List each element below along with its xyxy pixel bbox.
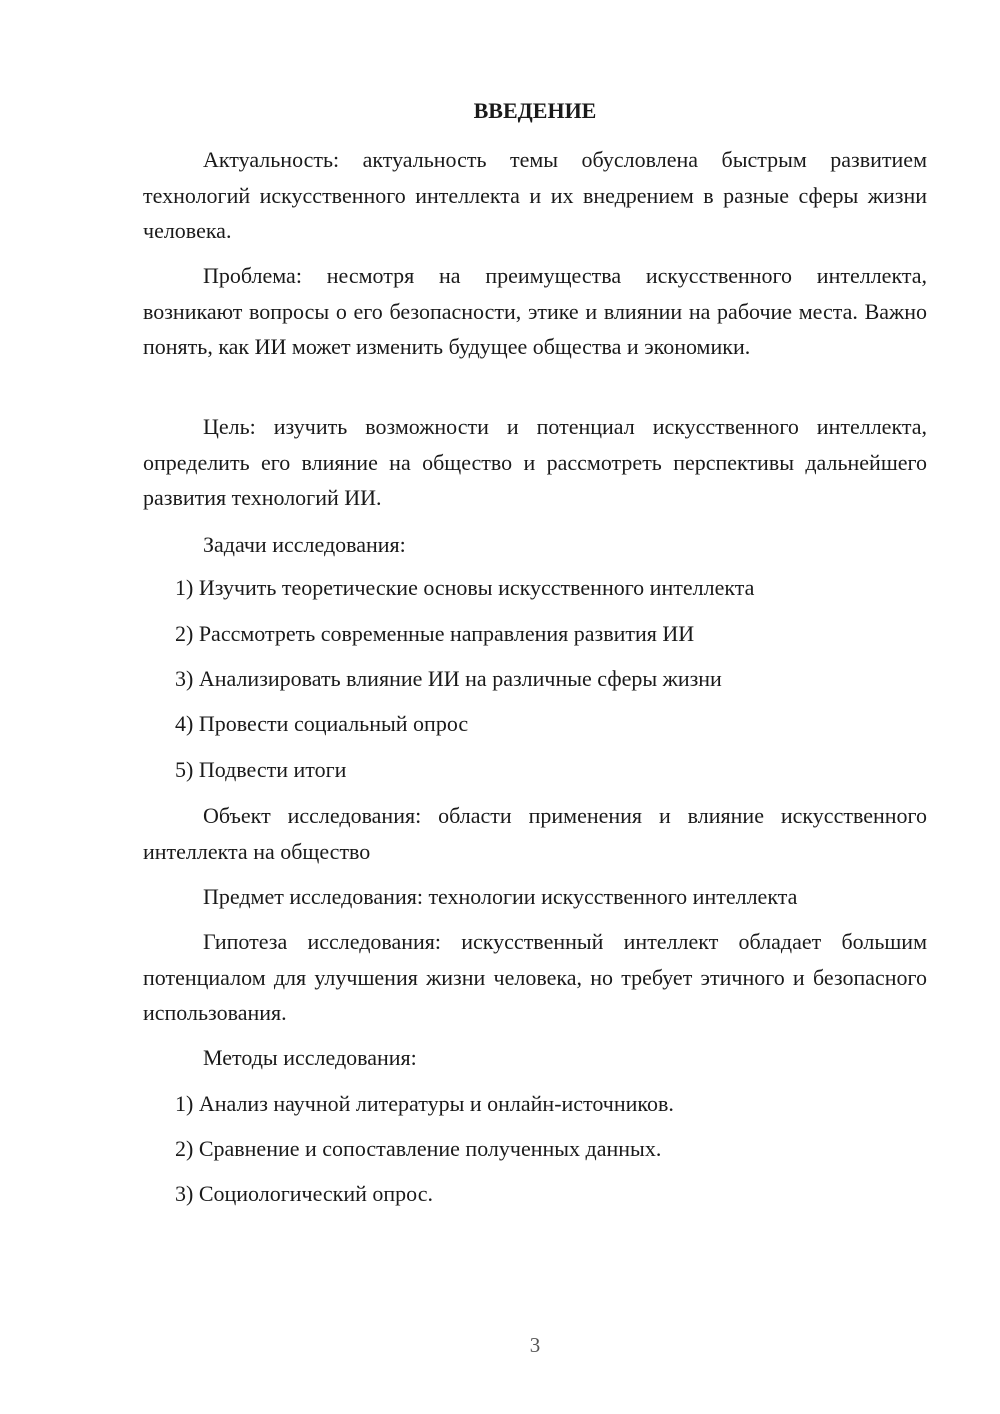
page-title: ВВЕДЕНИЕ: [473, 98, 597, 123]
relevance-paragraph: Актуальность: актуальность темы обусловлена быстрым развитием технологий искусственного интеллекта и их внедрением в разные сферы жизни человека.: [143, 147, 927, 243]
task-item-5: 5) Подвести итоги: [175, 757, 347, 782]
subject-paragraph: Предмет исследования: технологии искусственного интеллекта: [203, 884, 798, 909]
task-item-1: 1) Изучить теоретические основы искусственного интеллекта: [175, 575, 755, 600]
object-paragraph: Объект исследования: области применения и влияние искусственного интеллекта на общество: [143, 803, 927, 864]
hypothesis-paragraph: Гипотеза исследования: искусственный интеллект обладает большим потенциалом для улучшения жизни человека, но требует этичного и безопасного использования.: [143, 929, 927, 1025]
task-item-4: 4) Провести социальный опрос: [175, 711, 469, 736]
page-number: 3: [529, 1333, 541, 1357]
goal-paragraph: Цель: изучить возможности и потенциал искусственного интеллекта, определить его влияние на общество и рассмотреть перспективы дальнейшего развития технологий ИИ.: [143, 414, 927, 510]
method-item-1: 1) Анализ научной литературы и онлайн-источников.: [175, 1091, 674, 1116]
task-item-2: 2) Рассмотреть современные направления развития ИИ: [175, 621, 695, 646]
problem-paragraph: Проблема: несмотря на преимущества искусственного интеллекта, возникают вопросы о его безопасности, этике и влиянии на рабочие места. Важно понять, как ИИ может изменить будущее общества и экономики.: [143, 263, 927, 359]
task-item-3: 3) Анализировать влияние ИИ на различные сферы жизни: [175, 666, 722, 691]
method-item-2: 2) Сравнение и сопоставление полученных данных.: [175, 1136, 662, 1161]
tasks-label: Задачи исследования:: [203, 532, 406, 557]
method-item-3: 3) Социологический опрос.: [175, 1181, 433, 1206]
methods-label: Методы исследования:: [203, 1045, 417, 1070]
